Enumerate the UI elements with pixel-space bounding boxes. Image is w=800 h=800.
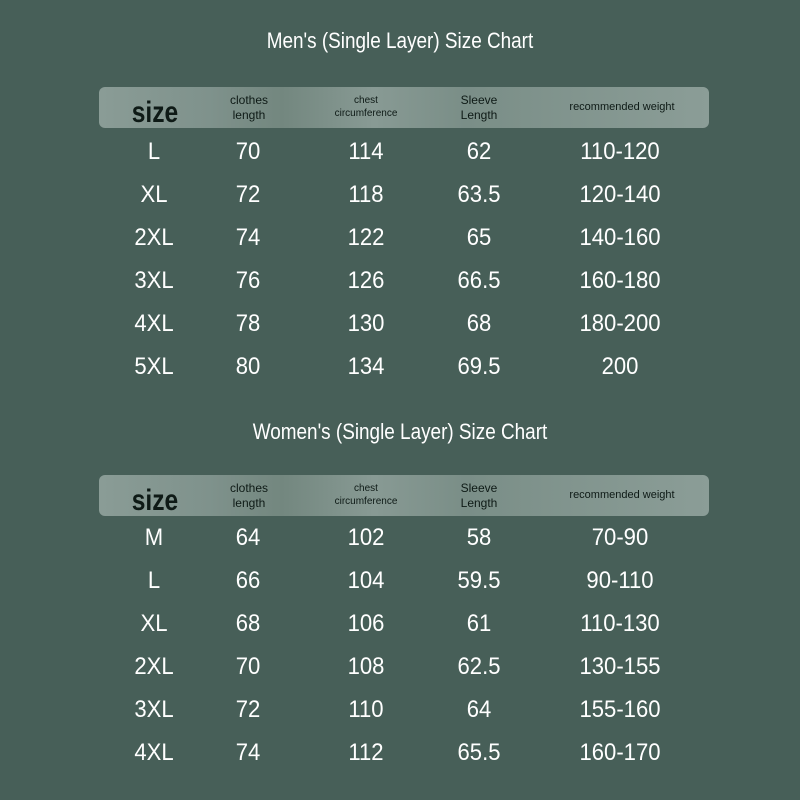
cell-size: 3XL xyxy=(134,267,174,294)
cell-chest: 118 xyxy=(348,181,384,208)
cell-chest: 104 xyxy=(347,567,385,594)
header-chest-line2: circumference xyxy=(334,107,398,119)
table-row xyxy=(0,516,800,559)
cell-chest: 126 xyxy=(347,267,385,294)
cell-length: 76 xyxy=(235,267,261,294)
cell-length: 70 xyxy=(235,138,261,165)
header-recommended-weight: recommended weight xyxy=(569,488,675,501)
cell-size: L xyxy=(147,138,161,165)
womens-chart-title: Women's (Single Layer) Size Chart xyxy=(252,419,548,444)
cell-length: 70 xyxy=(235,653,261,680)
cell-weight: 140-160 xyxy=(579,224,661,251)
table-row xyxy=(0,216,800,259)
cell-sleeve: 69.5 xyxy=(457,353,501,380)
cell-weight: 70-90 xyxy=(591,524,649,551)
header-clothes-length-line2: length xyxy=(232,495,266,510)
cell-size: XL xyxy=(140,610,168,637)
mens-header-bar xyxy=(99,87,709,128)
cell-chest: 108 xyxy=(347,653,385,680)
womens-table-body xyxy=(0,516,800,774)
cell-sleeve: 65 xyxy=(466,224,492,251)
table-row xyxy=(0,173,800,216)
cell-length: 64 xyxy=(235,524,261,551)
cell-chest: 114 xyxy=(348,138,384,165)
cell-weight: 110-120 xyxy=(580,138,660,165)
mens-chart-title: Men's (Single Layer) Size Chart xyxy=(266,28,534,53)
header-clothes-length-line1: clothes xyxy=(229,92,269,107)
cell-sleeve: 64 xyxy=(466,696,492,723)
cell-length: 74 xyxy=(235,739,261,766)
header-chest-circumference xyxy=(311,87,421,128)
cell-weight: 200 xyxy=(601,353,639,380)
cell-chest: 134 xyxy=(347,353,385,380)
cell-size: 2XL xyxy=(134,653,174,680)
cell-chest: 106 xyxy=(347,610,385,637)
header-size: size xyxy=(131,95,179,129)
table-row xyxy=(0,645,800,688)
cell-size: 2XL xyxy=(134,224,174,251)
cell-length: 80 xyxy=(235,353,261,380)
cell-size: XL xyxy=(140,181,168,208)
table-row xyxy=(0,130,800,173)
cell-length: 66 xyxy=(235,567,261,594)
cell-chest: 112 xyxy=(348,739,384,766)
header-chest-line1: chest xyxy=(354,95,378,106)
cell-chest: 110 xyxy=(348,696,384,723)
cell-length: 78 xyxy=(235,310,261,337)
cell-weight: 90-110 xyxy=(586,567,654,594)
cell-sleeve: 59.5 xyxy=(457,567,501,594)
cell-sleeve: 68 xyxy=(466,310,492,337)
table-row xyxy=(0,259,800,302)
cell-weight: 155-160 xyxy=(579,696,661,723)
cell-weight: 160-170 xyxy=(579,739,661,766)
header-clothes-length xyxy=(211,475,287,516)
header-clothes-length-line1: clothes xyxy=(229,480,269,495)
cell-chest: 130 xyxy=(347,310,385,337)
cell-sleeve: 58 xyxy=(466,524,492,551)
cell-chest: 102 xyxy=(347,524,385,551)
womens-header-bar xyxy=(99,475,709,516)
table-row xyxy=(0,345,800,388)
cell-length: 74 xyxy=(235,224,261,251)
cell-length: 68 xyxy=(235,610,261,637)
header-sleeve-length xyxy=(437,87,521,128)
cell-weight: 110-130 xyxy=(580,610,660,637)
cell-weight: 160-180 xyxy=(579,267,661,294)
header-clothes-length xyxy=(211,87,287,128)
header-sleeve-length xyxy=(437,475,521,516)
cell-sleeve: 66.5 xyxy=(457,267,501,294)
header-clothes-length-line2: length xyxy=(232,107,266,122)
table-row xyxy=(0,731,800,774)
cell-size: 5XL xyxy=(134,353,174,380)
header-sleeve-line2: Length xyxy=(460,495,498,510)
cell-size: M xyxy=(144,524,164,551)
cell-sleeve: 61 xyxy=(466,610,492,637)
cell-weight: 180-200 xyxy=(579,310,661,337)
cell-size: 3XL xyxy=(134,696,174,723)
cell-weight: 120-140 xyxy=(579,181,661,208)
table-row xyxy=(0,602,800,645)
mens-table-body xyxy=(0,130,800,388)
cell-sleeve: 62.5 xyxy=(457,653,501,680)
header-chest-circumference xyxy=(311,475,421,516)
header-sleeve-line1: Sleeve xyxy=(460,480,498,495)
cell-length: 72 xyxy=(235,181,261,208)
table-row xyxy=(0,559,800,602)
cell-sleeve: 65.5 xyxy=(457,739,501,766)
cell-size: L xyxy=(147,567,161,594)
cell-length: 72 xyxy=(235,696,261,723)
header-chest-line1: chest xyxy=(354,483,378,494)
header-recommended-weight: recommended weight xyxy=(569,100,675,113)
header-size: size xyxy=(131,483,179,517)
cell-size: 4XL xyxy=(134,310,174,337)
cell-sleeve: 62 xyxy=(466,138,492,165)
table-row xyxy=(0,302,800,345)
cell-sleeve: 63.5 xyxy=(457,181,501,208)
cell-weight: 130-155 xyxy=(579,653,661,680)
table-row xyxy=(0,688,800,731)
cell-chest: 122 xyxy=(347,224,385,251)
header-sleeve-line1: Sleeve xyxy=(460,92,498,107)
header-chest-line2: circumference xyxy=(334,495,398,507)
cell-size: 4XL xyxy=(134,739,174,766)
header-sleeve-line2: Length xyxy=(460,107,498,122)
